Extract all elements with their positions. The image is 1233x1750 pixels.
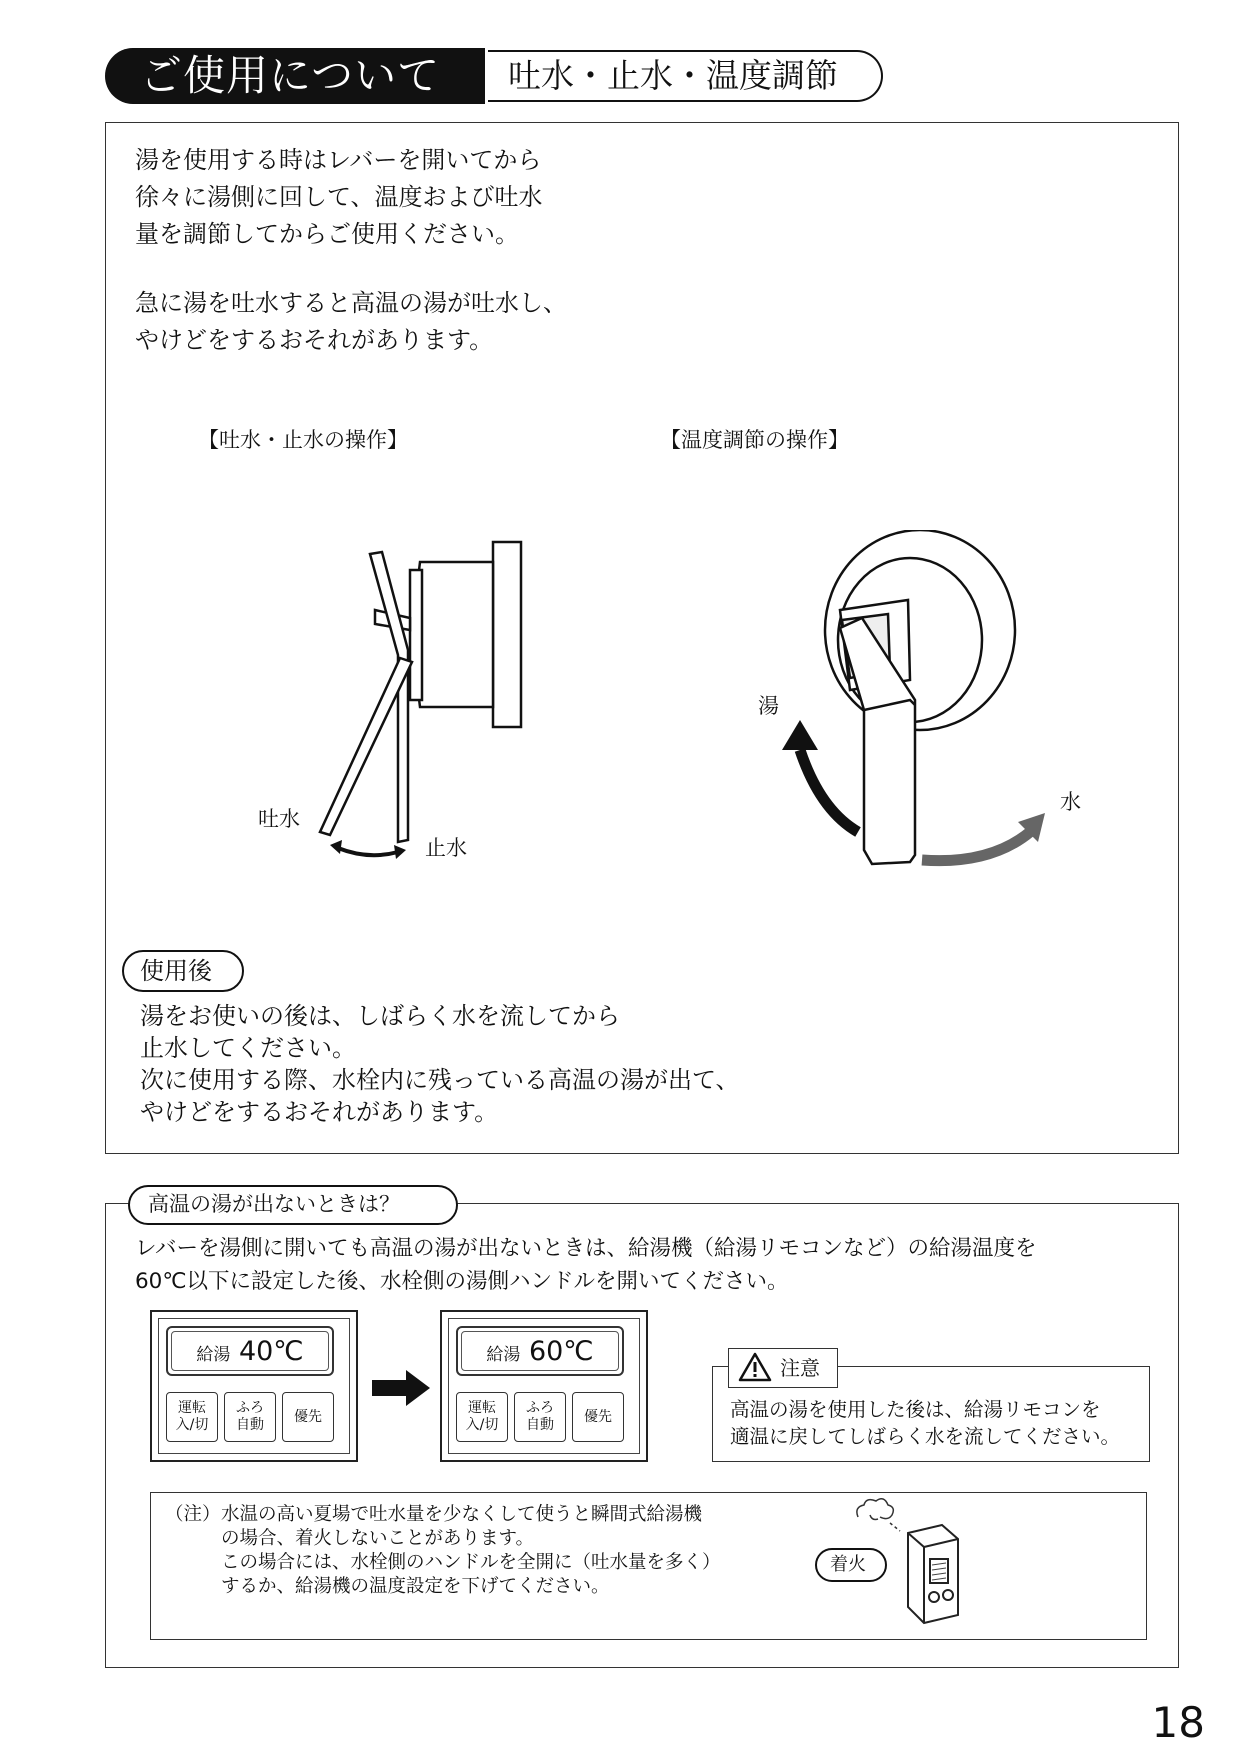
remote-before — [150, 1310, 358, 1462]
note-line: するか、給湯機の温度設定を下げてください。 — [221, 1576, 610, 1597]
intro-paragraph-2 — [135, 285, 567, 359]
power-button: 運転 入/切 — [456, 1392, 508, 1442]
priority-button: 優先 — [572, 1392, 624, 1442]
hot-water-line: 60℃以下に設定した後、水栓側の湯側ハンドルを開いてください。 — [135, 1269, 789, 1294]
note-line: この場合には、水栓側のハンドルを全開に（吐水量を多く） — [221, 1552, 721, 1573]
hot-water-line: レバーを湯側に開いても高温の湯が出ないときは、給湯機（給湯リモコンなど）の給湯温度を — [135, 1236, 1037, 1261]
caution-text — [730, 1396, 1120, 1450]
warning-icon — [738, 1352, 772, 1382]
label-yu: 湯 — [758, 694, 779, 718]
after-use-tag-label: 使用後 — [140, 957, 212, 985]
note-prefix: （注） — [165, 1504, 221, 1525]
intro-paragraph-1 — [135, 142, 543, 253]
page-subtitle: 吐水・止水・温度調節 — [508, 56, 838, 95]
after-use-line: 次に使用する際、水栓内に残っている高温の湯が出て、 — [140, 1066, 740, 1094]
water-heater-icon — [850, 1495, 970, 1625]
ignition-label: 着火 — [830, 1554, 866, 1575]
intro-line: 急に湯を吐水すると高温の湯が吐水し、 — [135, 289, 567, 317]
note-text — [221, 1503, 721, 1599]
right-figure-caption: 【温度調節の操作】 — [660, 428, 849, 452]
note-line: の場合、着火しないことがあります。 — [221, 1528, 535, 1549]
after-use-line: やけどをするおそれがあります。 — [140, 1098, 499, 1126]
hot-water-tag-label: 高温の湯が出ないときは？ — [148, 1192, 400, 1216]
left-figure-caption: 【吐水・止水の操作】 — [198, 428, 408, 452]
page-number: 18 — [1151, 1698, 1205, 1747]
remote-after-display: 給湯 60℃ — [461, 1331, 619, 1371]
power-button: 運転 入/切 — [166, 1392, 218, 1442]
right-arrow-icon — [372, 1370, 432, 1406]
after-use-line: 湯をお使いの後は、しばらく水を流してから — [140, 1002, 620, 1030]
hot-water-paragraph — [135, 1232, 1037, 1298]
lever-rotation-illustration — [760, 530, 1090, 890]
intro-line: 湯を使用する時はレバーを開いてから — [135, 146, 542, 174]
bath-auto-button: ふろ 自動 — [514, 1392, 566, 1442]
intro-line: やけどをするおそれがあります。 — [135, 326, 494, 354]
label-mizu: 水 — [1060, 790, 1081, 814]
note-line: 水温の高い夏場で吐水量を少なくして使うと瞬間式給湯機 — [221, 1504, 703, 1525]
caution-title: 注意 — [780, 1356, 820, 1380]
intro-line: 量を調節してからご使用ください。 — [135, 220, 519, 248]
page-title: ご使用について — [140, 51, 441, 100]
label-tosui: 吐水 — [258, 807, 300, 831]
after-use-line: 止水してください。 — [140, 1034, 356, 1062]
remote-after — [440, 1310, 648, 1462]
bath-auto-button: ふろ 自動 — [224, 1392, 276, 1442]
intro-line: 徐々に湯側に回して、温度および吐水 — [135, 183, 543, 211]
label-shisui: 止水 — [425, 836, 467, 860]
after-use-paragraph — [140, 1000, 740, 1128]
priority-button: 優先 — [282, 1392, 334, 1442]
caution-line: 高温の湯を使用した後は、給湯リモコンを — [730, 1398, 1101, 1421]
remote-before-display: 給湯 40℃ — [171, 1331, 329, 1371]
caution-line: 適温に戻してしばらく水を流してください。 — [730, 1425, 1121, 1448]
